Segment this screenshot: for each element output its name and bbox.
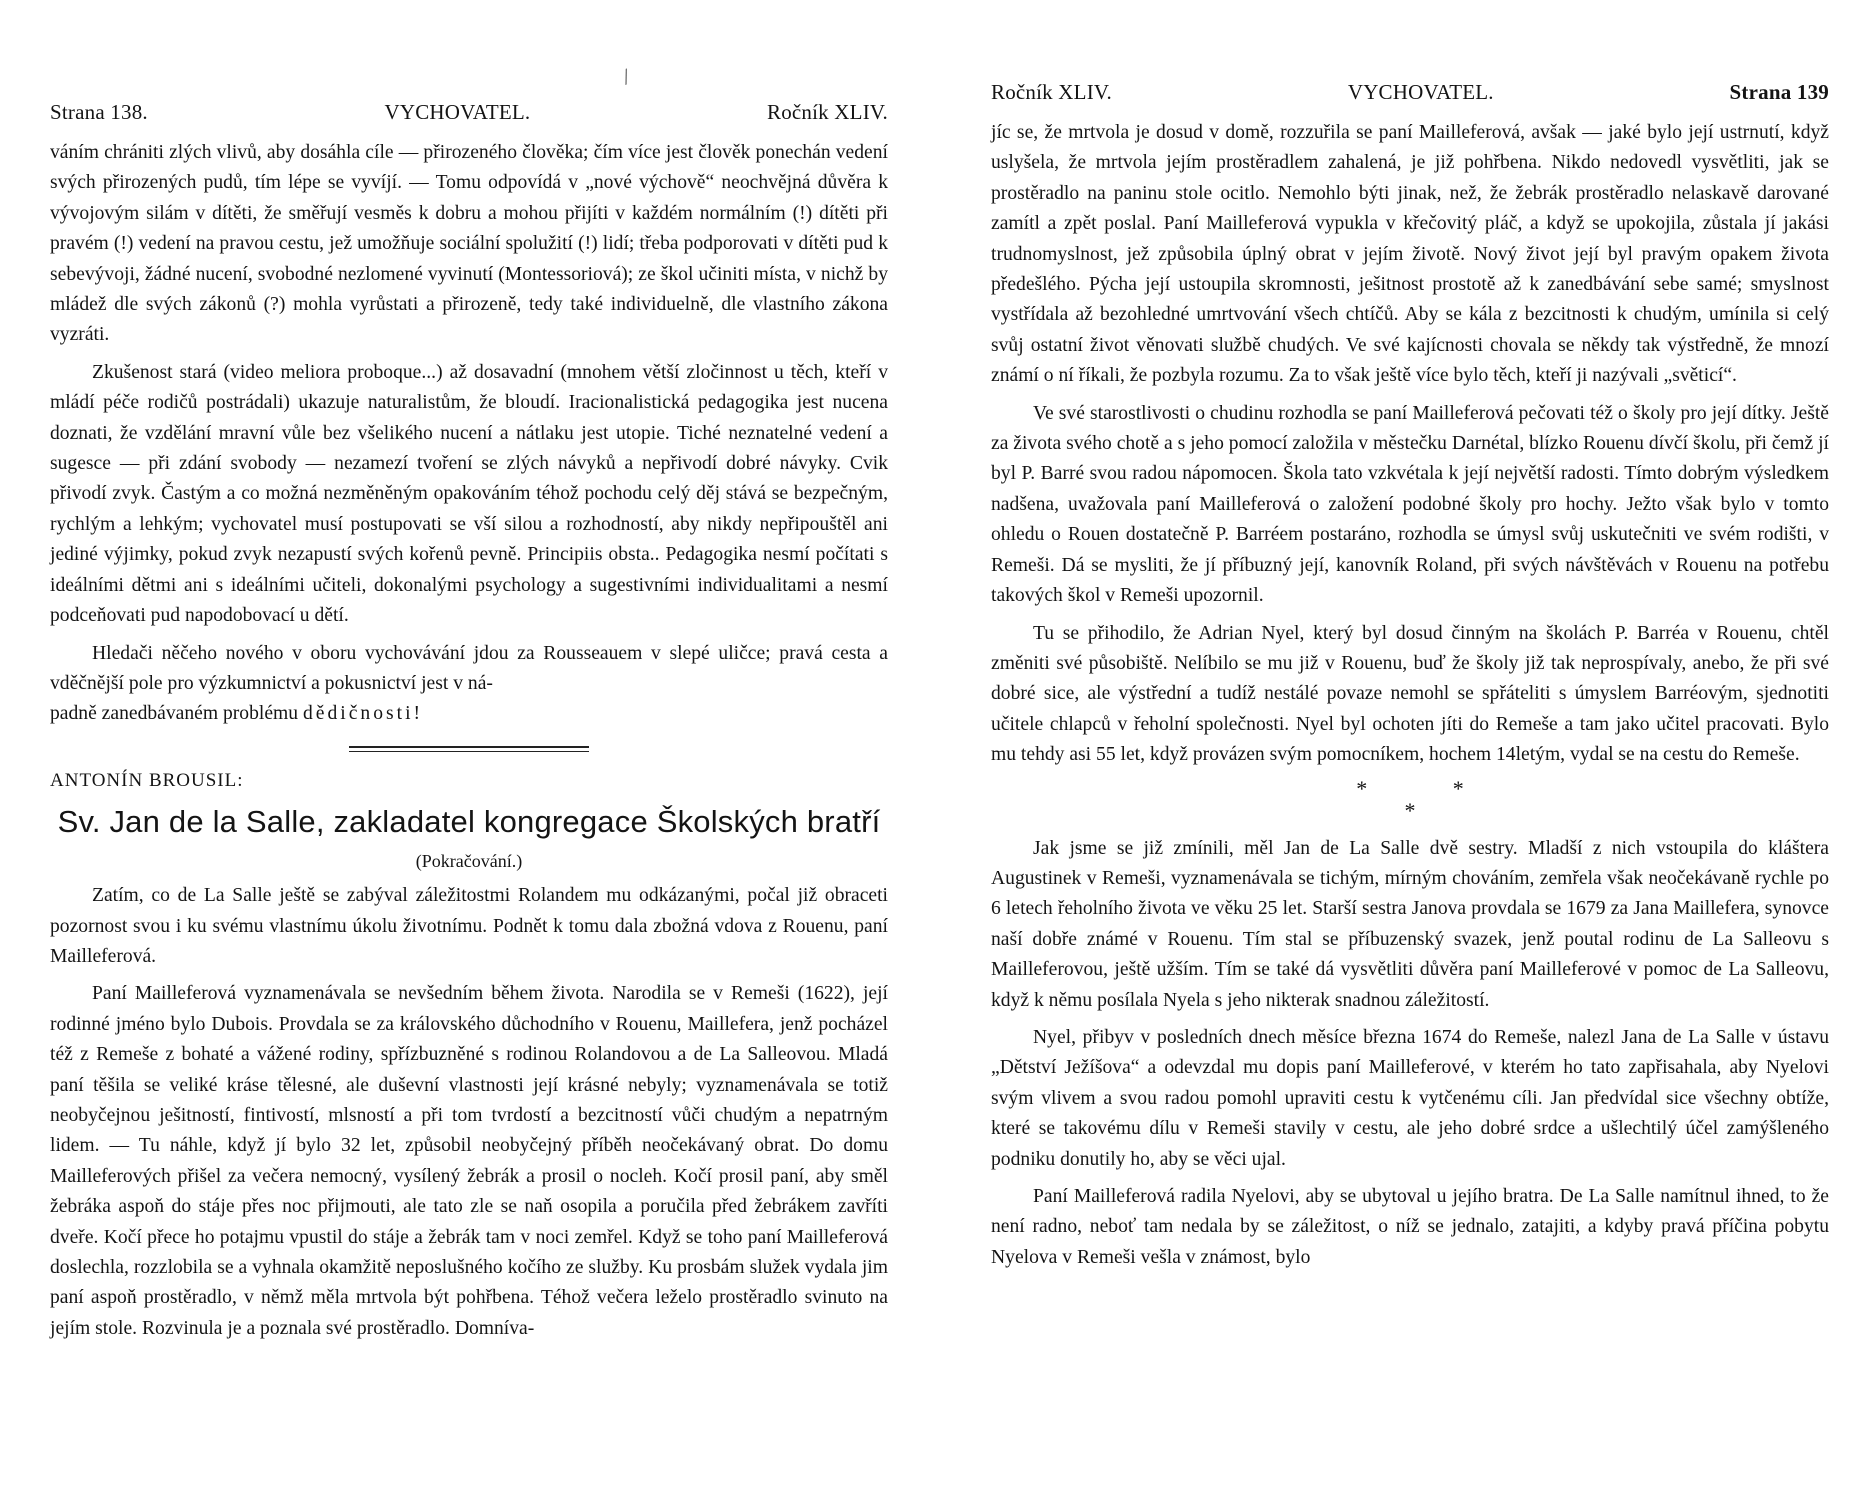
- paragraph: Tu se přihodilo, že Adrian Nyel, který byl dosud činným na školách P. Barréa v Rouenu, chtěl změniti své působiště. Nelíbilo se mu již v Rouenu, buď že školy již tak neprospívaly, anebo, že při své dobré sice, ale výstřední a tudíž nestálé povaze nemohl se spřáteliti s úmyslem Barréovým, sjednotiti učitele chlapců v řeholní společnosti. Nyel byl ochoten jíti do Remeše a tam jako učitel pracovati. Bylo mu tehdy asi 55 let, když provázen svým pomocníkem, hochem 14letým, vydal se na cestu do Remeše.: [991, 622, 1829, 766]
- journal-title: VYCHOVATEL.: [1347, 80, 1494, 104]
- page-number: Strana 139: [1729, 80, 1829, 104]
- asterisks-row: *: [1404, 797, 1416, 823]
- page-number: Strana 138.: [50, 100, 148, 124]
- paragraph: Jak jsme se již zmínili, měl Jan de La Salle dvě sestry. Mladší z nich vstoupila do kláštera Augustinek v Remeši, vyznamenávala se tichým, mírným chováním, zemřela však neočekávaně rychle po 6 letech řeholního života ve věku 25 let. Starší sestra Janova provdala se 1679 za Jana Maillefera, synovce naší dobře známé v Rouenu. Tím stal se příbuzenský svazek, jenž poutal rodinu de La Salleovu s Mailleferovou, ještě užším. Tím se také dá vysvětliti důvěra paní Mailleferové v pomoc de La Salleovu, když k němu posílala Nyela s jeho nikterak snadnou záležitostí.: [991, 837, 1829, 1011]
- section-divider: [349, 746, 589, 752]
- article-title: Sv. Jan de la Salle, zakladatel kongregace Školských bratří: [57, 804, 881, 840]
- paragraph: jíc se, že mrtvola je dosud v domě, rozzuřila se paní Mailleferová, avšak — jaké bylo její ustrnutí, když uslyšela, že mrtvola jejím prostěradlem zahalená, je již pohřbena. Nikdo nedovedl vysvětliti, jak se prostěradlo na paninu stole ocitlo. Nemohlo býti jinak, než, že žebrák prostěradlo nelaskavě darované zamítl a zpět poslal. Paní Mailleferová vypukla v křečovitý pláč, a když se upokojila, zůstala jí jakási trudnomyslnost, jež způsobila úplný obrat v jejím životě. Nový život její byl pravým opakem života předešlého. Pýcha její ustoupila skromnosti, ješitnost prostotě až k zanedbávání sebe samé; smyslnost vystřídala až bezohledné umrtvování všech chtíčů. Aby se kála z bezcitnosti k chudým, umínila si celý svůj ostatní život věnovati službě chudých. Ve své kajícnosti chovala se někdy tak výstředně, že mnozí známí o ní říkali, že pozbyla rozumu. Za to však ještě více bylo těch, kteří ji nazývali „světicí“.: [991, 122, 1829, 387]
- article-byline: ANTONÍN BROUSIL:: [50, 769, 244, 791]
- paragraph: [50, 639, 888, 730]
- emphasized-word: dědičnosti!: [303, 703, 424, 725]
- paragraph: Paní Mailleferová vyznamenávala se nevšedním během života. Narodila se v Remeši (1622), její rodinné jméno bylo Dubois. Provdala se za královského důchodního v Rouenu, Maillefera, jenž pocházel též z Remeše z bohaté a vážené rodiny, spřízbuzněné s rodinou Rolandovou a de La Salleovou. Mladá paní těšila se veliké kráse tělesné, ale duševní vlastnosti její krásné nebyly; vyznamenávala se totiž neobyčejnou ješitností, fintivostí, mlsností a při tom tvrdostí a bezcitností vůči chudým a nepatrným lidem. — Tu náhle, když jí bylo 32 let, způsobil neobyčejný příběh neočekávaný obrat. Do domu Mailleferových přišel za večera nemocný, vysílený žebrák a prosil o nocleh. Kočí prosil paní, aby směl žebráka aspoň do stáje přes noc přijmouti, ale tato zle se naň osopila a poručila před žebrákem zavříti dveře. Kočí přece ho potajmu vpustil do stáje a žebrák tam v noci zemřel. Když se toho paní Mailleferová doslechla, rozzlobila se a vyhnala okamžitě neposlušného kočího ze služby. Ku prosbám služek vydala jim paní aspoň prostěradlo, v němž měla mrtvola být pohřbena. Téhož večera leželo prostěradlo svinuto na jejím stole. Rozvinula je a poznala své prostěradlo. Domníva-: [50, 983, 888, 1339]
- paragraph: Paní Mailleferová radila Nyelovi, aby se ubytoval u jejího bratra. De La Salle namítnul ihned, to že není radno, neboť tam nedala by se záležitost, o níž se jednalo, zatajiti, a kdyby pravá příčina pobytu Nyelova v Remeši vešla v známost, bylo: [991, 1186, 1829, 1268]
- volume-label: Ročník XLIV.: [766, 100, 888, 124]
- paragraph: váním chrániti zlých vlivů, aby dosáhla cíle — přirozeného člověka; čím více jest člověk ponechán vedení svých přirozených pudů, tím lépe se vyvíjí. — Tomu odpovídá v „nové výchově“ neochvějná důvěra k vývojovým silám v dítěti, že směřují vesměs k dobru a mohou přijíti v každém normálním (!) dítěti při pravém (!) vedení na pravou cestu, jež umožňuje sociální spolužití (!) lidí; třeba podporovati v dítěti pud k sebevývoji, žádné nucení, svobodné nezlomené vyvinutí (Montessoriová); ze škol učiniti místa, v nichž by mládež dle svých zákonů (?) mohla vyrůstati a přirozeně, tedy také individuelně, dle vlastního zákona vyzráti.: [50, 142, 888, 346]
- paragraph: Zkušenost stará (video meliora proboque...) až dosavadní (mnohem větší zločinnost u těch, kteří v mládí péče rodičů postrádali) ukazuje naturalistům, že bloudí. Iracionalistická pedagogika jest nucena doznati, že vzdělání mravní vůle bez všelikého nucení a nátlaku jest utopie. Tiché neznatelné vedení a sugesce — při zdání svobody — nezamezí tvoření se zlých návyků a nepřivodí dobré návyky. Cvik přivodí zvyk. Častým a co možná nezměněným opakováním téhož pochodu celý děj stává se bezpečným, rychlým a lehkým; vychovatel musí postupovati se vší silou a rozhodností, aby nikdy nepřipouštěl ani jediné výjimky, pokud zvyk nezapustí svých kořenů pevně. Principiis obsta.. Pedagogika nesmí počítati s ideálními dětmi ani s ideálními učiteli, dokonalými psychology a sugestivními individualitami a nesmí podceňovati pud napodobovací u dětí.: [50, 361, 888, 627]
- left-page-header: [50, 100, 888, 125]
- scan-mark: ⁄: [618, 67, 635, 88]
- section-asterisks: [991, 775, 1829, 823]
- paragraph-text: Hledači něčeho nového v oboru vychovávání jdou za Rousseauem v slepé uličce; pravá cesta a vděčnější pole pro výzkumnictví a pokusnictví jest v ná-: [50, 642, 888, 694]
- right-page-header: [991, 80, 1829, 105]
- right-page: [929, 0, 1858, 1500]
- paragraph: Nyel, přibyv v posledních dnech měsíce března 1674 do Remeše, nalezl Jana de La Salle v ústavu „Dětství Ježíšova“ a odevzdal mu dopis paní Mailleferové, v kterém ho tato zapřisahala, aby Nyelovi svým vlivem a svou radou pomohl upraviti cestu k vytčenému cíli. Jan předvídal sice všechny obtíže, které se takovému dílu v Remeši stavily v cestu, ale jeho dobré srdce a ušlechtilý účel zamýšleného podniku donutily ho, aby se věci ujal.: [991, 1026, 1829, 1170]
- paragraph: Zatím, co de La Salle ještě se zabýval záležitostmi Rolandem mu odkázanými, počal již obraceti pozornost svou i ku svému vlastnímu úkolu životnímu. Podnět k tomu dala zbožná vdova z Rouenu, paní Mailleferová.: [50, 885, 888, 967]
- journal-title: VYCHOVATEL.: [384, 100, 531, 124]
- asterisks-row: * *: [1356, 775, 1464, 801]
- left-text-column: [50, 138, 888, 1351]
- volume-label: Ročník XLIV.: [991, 80, 1113, 104]
- right-text-column: [991, 118, 1829, 1280]
- paragraph-text: padně zanedbávaném problému: [50, 703, 299, 725]
- article-subtitle: (Pokračování.): [415, 851, 523, 872]
- paragraph: Ve své starostlivosti o chudinu rozhodla se paní Mailleferová pečovati též o školy pro její dítky. Ještě za života svého chotě a s jeho pomocí založila v městečku Darnétal, blízko Rouenu dívčí školu, při čemž jí byl P. Barré svou radou nápomocen. Škola tato vzkvétala k její největší radosti. Tímto dobrým výsledkem nadšena, uvažovala paní Mailleferová o založení podobné školy pro hochy. Ježto však bylo v tomto ohledu o Rouen dostatečně P. Barréem postaráno, rozhodla se úmysl svůj uskutečniti ve svém rodišti, v Remeši. Dá se mysliti, že jí příbuzný její, kanovník Roland, při svých návštěvách v Rouenu na potřebu takových škol v Remeši upozornil.: [991, 402, 1829, 607]
